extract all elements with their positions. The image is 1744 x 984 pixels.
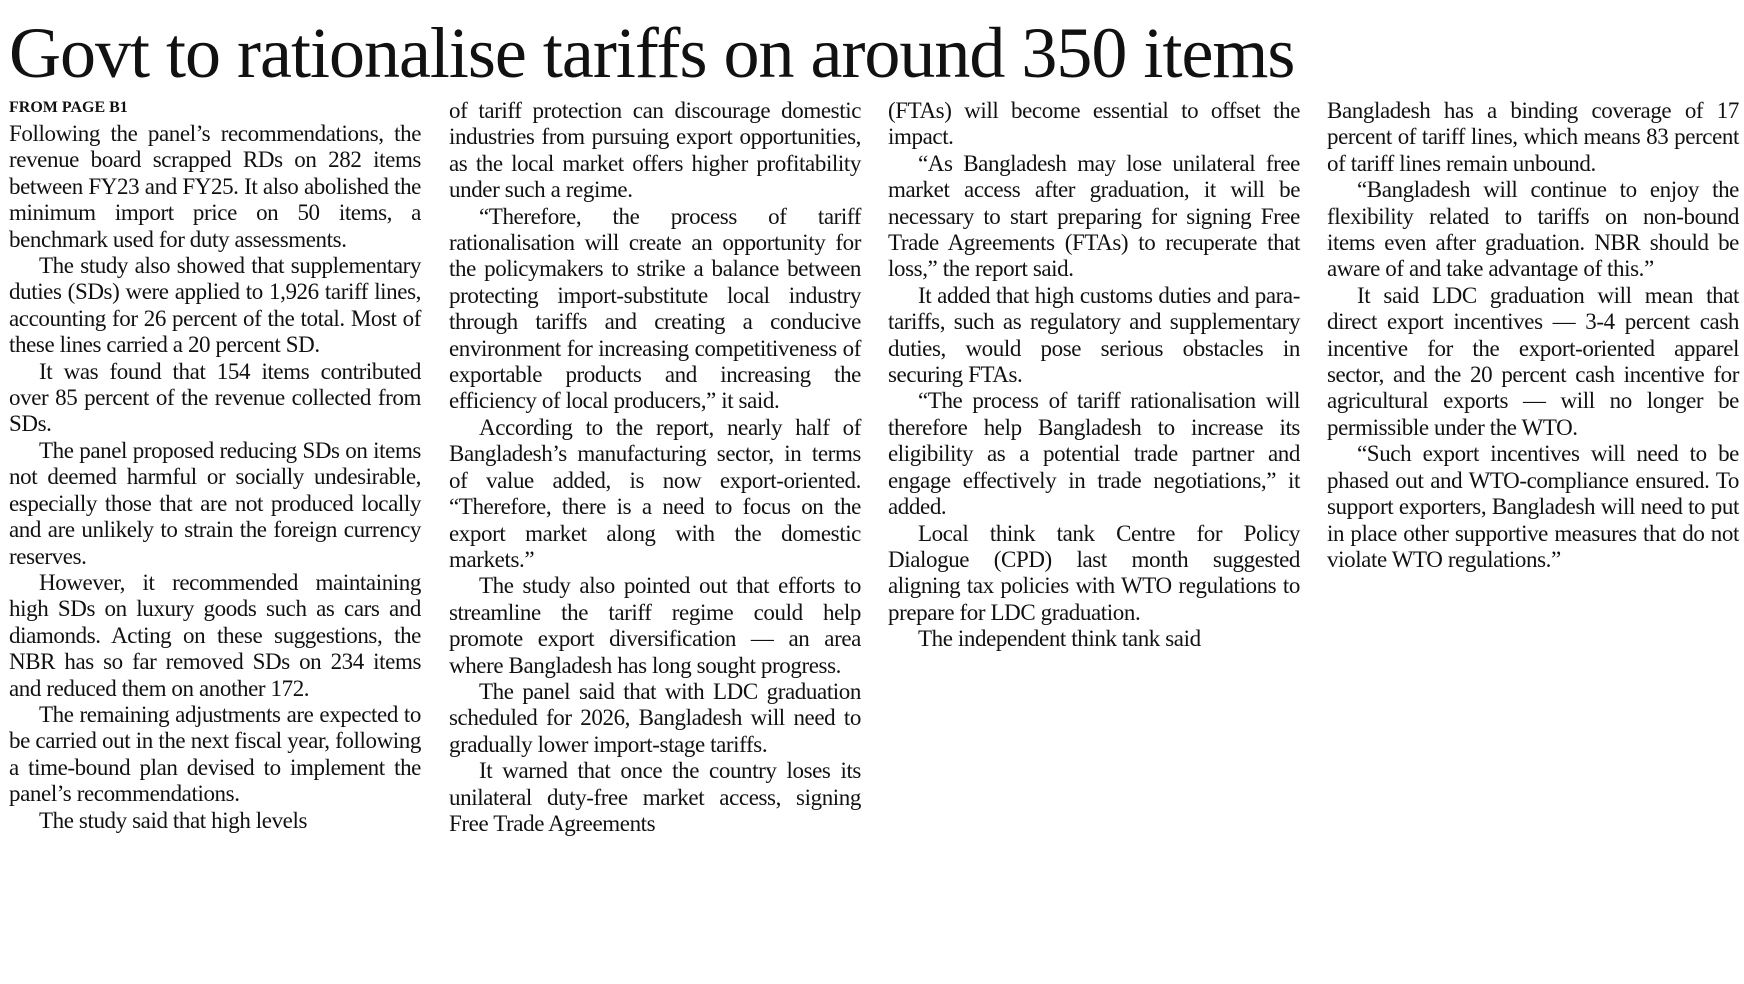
article-column-3 bbox=[888, 98, 1300, 653]
paragraph: It was found that 154 items contributed over 85 percent of the revenue collected from SDs. bbox=[9, 358, 421, 437]
paragraph: It warned that once the country loses its unilateral duty-free market access, signing Free Trade Agreements bbox=[449, 758, 861, 836]
paragraph: Bangladesh has a binding coverage of 17 percent of tariff lines, which means 83 percent of tariff lines remain unbound. bbox=[1327, 98, 1739, 176]
paragraph: The study also showed that supplementary duties (SDs) were applied to 1,926 tariff lines, accounting for 26 percent of the total. Most of these lines carried a 20 percent SD. bbox=[9, 253, 421, 358]
paragraph: “Such export incentives will need to be phased out and WTO-compliance ensured. To support exporters, Bangladesh will need to put in place other supportive measures that do not violate WTO regulations.” bbox=[1327, 441, 1739, 572]
paragraph: The panel said that with LDC graduation scheduled for 2026, Bangladesh will need to gradually lower import-stage tariffs. bbox=[449, 678, 861, 757]
paragraph: (FTAs) will become essential to offset the impact. bbox=[888, 98, 1300, 150]
paragraph: “The process of tariff rationalisation will therefore help Bangladesh to increase its eligibility as a potential trade partner and engage effectively in trade negotiations,” it added. bbox=[888, 388, 1300, 520]
article-column-2 bbox=[449, 98, 861, 837]
article-column-4 bbox=[1327, 98, 1739, 573]
article-column-1 bbox=[9, 98, 421, 834]
continued-from-label: FROM PAGE B1 bbox=[9, 99, 128, 116]
paragraph: “Bangladesh will continue to enjoy the flexibility related to tariffs on non-bound items even after graduation. NBR should be aware of and take advantage of this.” bbox=[1327, 177, 1739, 282]
paragraph: The remaining adjustments are expected to be carried out in the next fiscal year, following a time-bound plan devised to implement the panel’s recommendations. bbox=[9, 701, 421, 807]
paragraph: According to the report, nearly half of Bangladesh’s manufacturing sector, in terms of value added, is now export-oriented. “Therefore, there is a need to focus on the export market along with the domestic markets.” bbox=[449, 414, 861, 572]
paragraph: Following the panel’s recommendations, the revenue board scrapped RDs on 282 items between FY23 and FY25. It also abolished the minimum import price on 50 items, a benchmark used for duty assessments. bbox=[9, 121, 421, 252]
paragraph: The panel proposed reducing SDs on items not deemed harmful or socially undesirable, especially those that are not produced locally and are unlikely to strain the foreign currency reserves. bbox=[9, 437, 421, 569]
paragraph: “Therefore, the process of tariff rationalisation will create an opportunity for the policymakers to strike a balance between protecting import-substitute local industry through tariffs and creating a conducive environment for increasing competitiveness of exportable products and increasing the efficiency of local producers,” it said. bbox=[449, 203, 861, 414]
paragraph: of tariff protection can discourage domestic industries from pursuing export opportunities, as the local market offers higher profitability under such a regime. bbox=[449, 98, 861, 203]
paragraph: It said LDC graduation will mean that direct export incentives — 3-4 percent cash incentive for the export-oriented apparel sector, and the 20 percent cash incentive for agricultural exports — will no longer be permissible under the WTO. bbox=[1327, 282, 1739, 440]
paragraph: The study said that high levels bbox=[39, 807, 308, 833]
paragraph: It added that high customs duties and para-tariffs, such as regulatory and supplementary duties, would pose serious obstacles in securing FTAs. bbox=[888, 282, 1300, 388]
paragraph: “As Bangladesh may lose unilateral free market access after graduation, it will be necessary to start preparing for signing Free Trade Agreements (FTAs) to recuperate that loss,” the report said. bbox=[888, 150, 1300, 282]
paragraph: Local think tank Centre for Policy Dialogue (CPD) last month suggested aligning tax policies with WTO regulations to prepare for LDC graduation. bbox=[888, 520, 1300, 625]
headline: Govt to rationalise tariffs on around 350 items bbox=[9, 13, 1295, 93]
paragraph: The study also pointed out that efforts to streamline the tariff regime could help promote export diversification — an area where Bangladesh has long sought progress. bbox=[449, 573, 861, 678]
paragraph: However, it recommended maintaining high SDs on luxury goods such as cars and diamonds. Acting on these suggestions, the NBR has so far removed SDs on 234 items and reduced them on another 172. bbox=[9, 569, 421, 701]
paragraph: The independent think tank said bbox=[918, 626, 1201, 652]
